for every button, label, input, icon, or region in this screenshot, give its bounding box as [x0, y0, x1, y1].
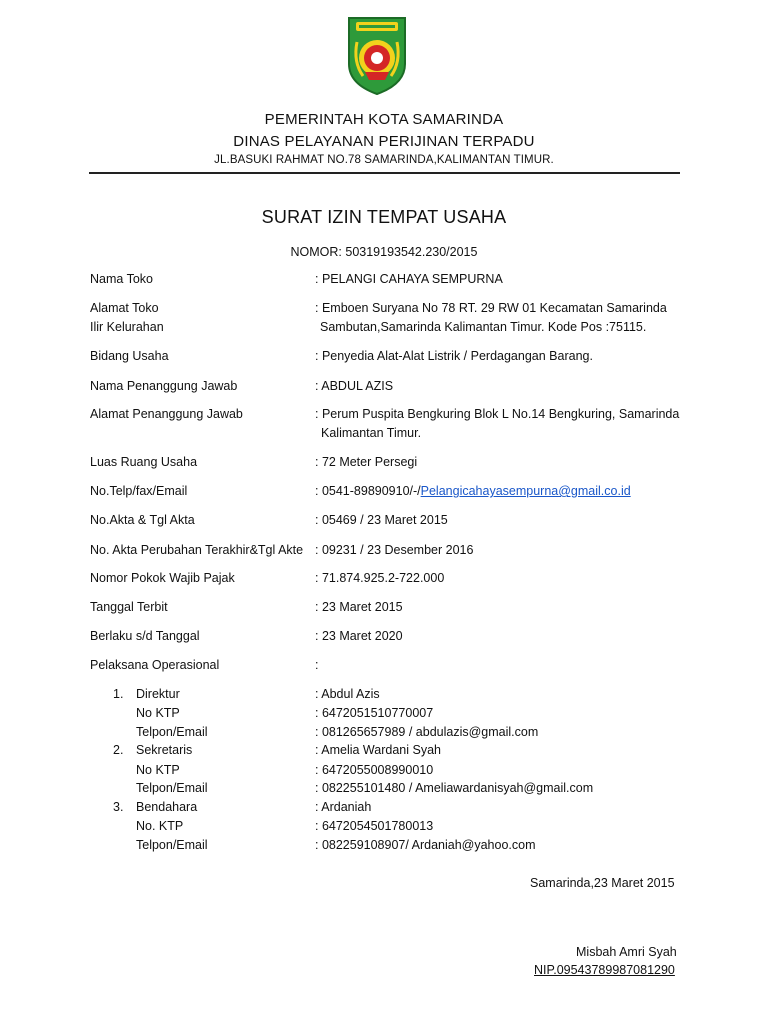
operator-contact: : 081265657989 / abdulazis@gmail.com — [315, 725, 539, 739]
value-no-akta: : 05469 / 23 Maret 2015 — [315, 513, 448, 527]
operator-name: : Ardaniah — [315, 800, 372, 814]
value-npwp: : 71.874.925.2-722.000 — [315, 571, 445, 585]
value-alamat-pj-line1: : Perum Puspita Bengkuring Blok L No.14 Bengkuring, Samarinda — [315, 407, 680, 421]
label-akta-perubahan: No. Akta Perubahan Terakhir&Tgl Akte — [90, 543, 304, 557]
label-ilir-kelurahan: Ilir Kelurahan — [90, 320, 164, 334]
operator-contact-label: Telpon/Email — [136, 725, 208, 739]
header-divider — [89, 172, 680, 174]
label-alamat-penanggung-jawab: Alamat Penanggung Jawab — [90, 407, 243, 421]
label-nama-penanggung-jawab: Nama Penanggung Jawab — [90, 379, 238, 393]
operator-number: 1. — [113, 687, 124, 701]
label-tanggal-terbit: Tanggal Terbit — [90, 600, 168, 614]
value-bidang-usaha: : Penyedia Alat-Alat Listrik / Perdagangan Barang. — [315, 349, 593, 363]
operator-name: : Abdul Azis — [315, 687, 380, 701]
operator-role: Sekretaris — [136, 743, 193, 757]
value-telp-fax-email — [315, 482, 631, 501]
operator-ktp: : 6472055008990010 — [315, 763, 434, 777]
operator-name: : Amelia Wardani Syah — [315, 743, 441, 757]
label-nama-toko: Nama Toko — [90, 272, 153, 286]
operator-number: 3. — [113, 800, 124, 814]
value-alamat-pj-line2: Kalimantan Timur. — [321, 426, 422, 440]
label-alamat-toko: Alamat Toko — [90, 301, 159, 315]
operator-contact: : 082259108907/ Ardaniah@yahoo.com — [315, 838, 536, 852]
header-government: PEMERINTAH KOTA SAMARINDA — [264, 111, 504, 128]
value-tanggal-terbit: : 23 Maret 2015 — [315, 600, 403, 614]
operator-ktp-label: No. KTP — [136, 819, 184, 833]
operator-number: 2. — [113, 743, 124, 757]
operator-ktp-label: No KTP — [136, 706, 180, 720]
label-telp-fax-email: No.Telp/fax/Email — [90, 484, 188, 498]
samarinda-crest-icon — [343, 12, 411, 96]
document-number: NOMOR: 50319193542.230/2015 — [290, 245, 478, 259]
value-pelaksana-operasional: : — [315, 658, 319, 672]
label-bidang-usaha: Bidang Usaha — [90, 349, 169, 363]
operator-role: Direktur — [136, 687, 180, 701]
value-nama-penanggung-jawab: : ABDUL AZIS — [315, 379, 394, 393]
value-alamat-toko-line1: : Emboen Suryana No 78 RT. 29 RW 01 Kecamatan Samarinda — [315, 301, 667, 315]
value-nama-toko: : PELANGI CAHAYA SEMPURNA — [315, 272, 503, 286]
value-akta-perubahan: : 09231 / 23 Desember 2016 — [315, 543, 474, 557]
label-berlaku: Berlaku s/d Tanggal — [90, 629, 200, 643]
label-pelaksana-operasional: Pelaksana Operasional — [90, 658, 220, 672]
operator-role: Bendahara — [136, 800, 198, 814]
value-telp-prefix: : 0541-89890910/-/ — [315, 484, 421, 498]
operator-ktp: : 6472054501780013 — [315, 819, 434, 833]
operator-contact: : 082255101480 / Ameliawardanisyah@gmail.com — [315, 781, 594, 795]
signer-nip: NIP.09543789987081290 — [534, 963, 675, 977]
label-npwp: Nomor Pokok Wajib Pajak — [90, 571, 235, 585]
value-luas-ruang-usaha: : 72 Meter Persegi — [315, 455, 418, 469]
operator-ktp: : 6472051510770007 — [315, 706, 434, 720]
operator-contact-label: Telpon/Email — [136, 781, 208, 795]
label-no-akta: No.Akta & Tgl Akta — [90, 513, 195, 527]
operator-contact-label: Telpon/Email — [136, 838, 208, 852]
operator-ktp-label: No KTP — [136, 763, 180, 777]
value-alamat-toko-line2: Sambutan,Samarinda Kalimantan Timur. Kode Pos :75115. — [320, 320, 647, 334]
place-date: Samarinda,23 Maret 2015 — [530, 876, 675, 890]
signer-name: Misbah Amri Syah — [576, 945, 677, 959]
label-luas-ruang-usaha: Luas Ruang Usaha — [90, 455, 198, 469]
header-agency: DINAS PELAYANAN PERIJINAN TERPADU — [233, 133, 535, 150]
document-title: SURAT IZIN TEMPAT USAHA — [261, 207, 507, 227]
email-link[interactable]: Pelangicahayasempurna@gmail.co.id — [420, 484, 631, 498]
value-berlaku: : 23 Maret 2020 — [315, 629, 403, 643]
header-address: JL.BASUKI RAHMAT NO.78 SAMARINDA,KALIMANTAN TIMUR. — [214, 154, 554, 166]
